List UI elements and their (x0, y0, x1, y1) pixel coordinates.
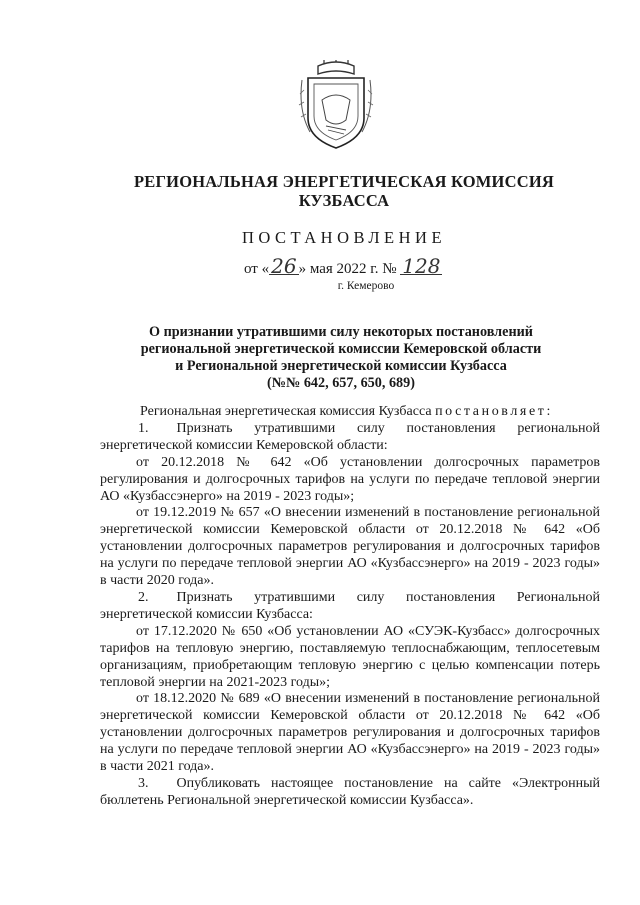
organization-title-line1: РЕГИОНАЛЬНАЯ ЭНЕРГЕТИЧЕСКАЯ КОМИССИЯ (134, 172, 554, 191)
document-type-title: ПОСТАНОВЛЕНИЕ (241, 228, 447, 247)
city-label: г. Кемерово (337, 280, 395, 292)
handwritten-document-number: 128 (402, 254, 441, 278)
subject-line2: региональной энергетической комиссии Кемеровской области (140, 341, 542, 357)
item-2-sub-b: от 18.12.2020 № 689 «О внесении изменений в постановление региональной энергетической комиссии Кемеровской области от 20.12.2018 № 642 «Об установлении долгосрочных параметров регулирования и долгосрочных тарифов на услуги по передаче тепловой энергии АО «Кузбассэнерго» на 2019 - 2023 годы» в части 2021 года». (100, 691, 600, 775)
document-body (100, 404, 600, 810)
item-3: 3. Опубликовать настоящее постановление на сайте «Электронный бюллетень Региональной энергетической комиссии Кузбасса». (100, 775, 600, 808)
subject-line1: О признании утратившими силу некоторых постановлений (149, 324, 533, 340)
date-prefix: от « (244, 261, 270, 277)
organization-title-line2: КУЗБАССА (298, 191, 390, 210)
subject-line4: (№№ 642, 657, 650, 689) (267, 375, 415, 391)
item-1-sub-a: от 20.12.2018 № 642 «Об установлении долгосрочных параметров регулирования и долгосрочных тарифов на услуги по передаче тепловой энергии АО «Кузбассэнерго» на 2019 - 2023 годы»; (100, 454, 600, 504)
handwritten-day: 26 (271, 254, 297, 278)
intro-action: постановляет: (435, 404, 553, 419)
item-2-sub-a: от 17.12.2020 № 650 «Об установлении АО «СУЭК-Кузбасс» долгосрочных тарифов на тепловую энергию, поставляемую теплоснабжающим, теплосетевым организациям, приобретающим тепловую энергию с целью компенсации потерь тепловой энергии на 2021-2023 годы»; (100, 623, 600, 690)
intro-paragraph (100, 404, 600, 421)
item-1: 1. Признать утратившими силу постановления региональной энергетической комиссии Кемеровской области: (100, 420, 600, 453)
intro-text: Региональная энергетическая комиссия Кузбасса (140, 404, 432, 419)
date-middle: » мая 2022 г. № (298, 261, 397, 277)
item-2: 2. Признать утратившими силу постановления Региональной энергетической комиссии Кузбасса: (100, 589, 600, 622)
coat-of-arms-icon (296, 60, 376, 150)
subject-line3: и Региональной энергетической комиссии Кузбасса (175, 358, 507, 374)
item-1-sub-b: от 19.12.2019 № 657 «О внесении изменений в постановление региональной энергетической комиссии Кемеровской области от 20.12.2018 № 642 «Об установлении долгосрочных параметров регулирования и долгосрочных тарифов на услуги по передаче тепловой энергии АО «Кузбассэнерго» на 2019 - 2023 годы» в части 2020 года». (100, 505, 600, 589)
date-line (244, 254, 442, 278)
